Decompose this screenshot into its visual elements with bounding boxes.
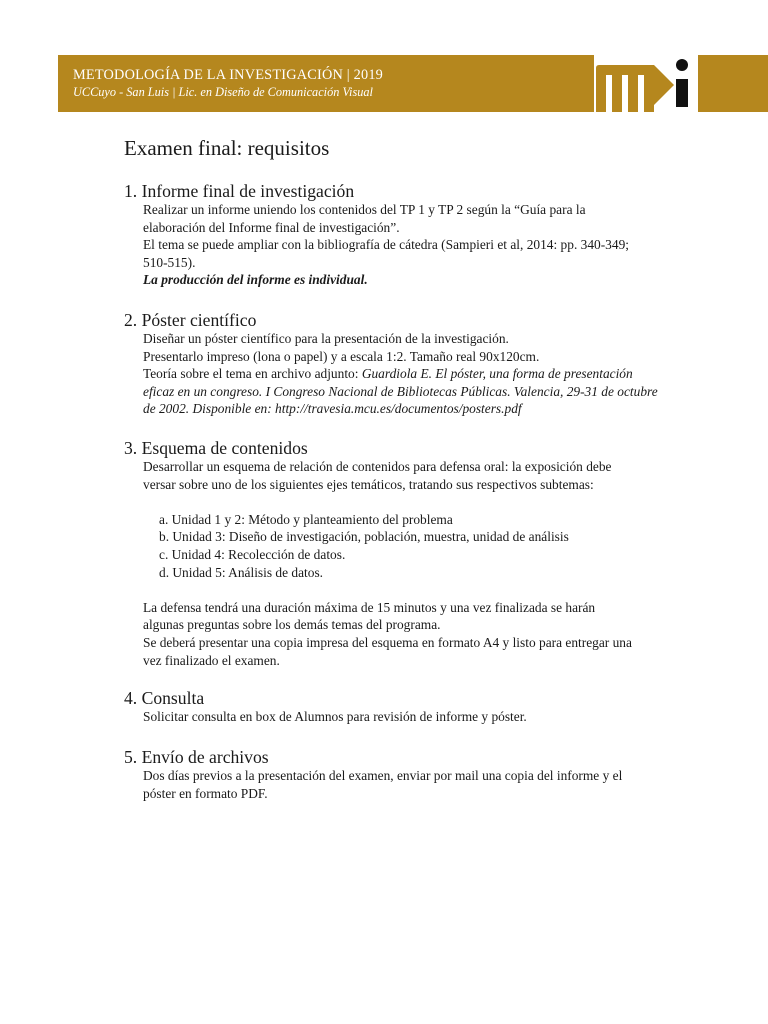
section-heading: 2. Póster científico	[124, 310, 257, 330]
body-line: versar sobre uno de los siguientes ejes temáticos, tratando sus respectivos subtemas:	[143, 476, 594, 492]
section-body	[143, 767, 724, 802]
body-line: Diseñar un póster científico para la presentación de la investigación.	[143, 331, 509, 346]
section-body	[143, 201, 724, 289]
section-heading: 3. Esquema de contenidos	[124, 438, 308, 458]
list-item: d. Unidad 5: Análisis de datos.	[159, 564, 324, 580]
list-item: c. Unidad 4: Recolección de datos.	[159, 546, 346, 562]
section-body	[143, 458, 724, 669]
body-line: póster en formato PDF.	[143, 785, 268, 801]
page-title: Examen final: requisitos	[124, 136, 330, 160]
body-line: Presentarlo impreso (lona o papel) y a escala 1:2. Tamaño real 90x120cm.	[143, 348, 540, 364]
section-consulta	[124, 689, 724, 726]
body-text: Teoría sobre el tema en archivo adjunto:	[143, 366, 362, 382]
body-line: 510-515).	[143, 254, 196, 270]
body-line-emphasis: La producción del informe es individual.	[143, 272, 368, 288]
body-line: La defensa tendrá una duración máxima de 15 minutos y una vez finalizada se harán	[143, 599, 596, 615]
list-item: b. Unidad 3: Diseño de investigación, población, muestra, unidad de análisis	[159, 529, 569, 545]
mi-logo	[594, 55, 698, 112]
section-envio	[124, 748, 724, 802]
body-line: vez finalizado el examen.	[143, 652, 280, 668]
body-line	[143, 365, 724, 383]
reference-text: Guardiola E. El póster, una forma de presentación	[361, 366, 633, 382]
section-poster	[124, 311, 724, 418]
body-line: elaboración del Informe final de investigación”.	[143, 219, 400, 235]
body-line: Dos días previos a la presentación del examen, enviar por mail una copia del informe y el	[143, 768, 623, 783]
list-item: a. Unidad 1 y 2: Método y planteamiento del problema	[159, 511, 453, 527]
body-line: Desarrollar un esquema de relación de contenidos para defensa oral: la exposición debe	[143, 459, 612, 474]
section-body	[143, 330, 724, 418]
section-body	[143, 708, 724, 726]
reference-line: eficaz en un congreso. I Congreso Nacional de Bibliotecas Públicas. Valencia, 29-31 de octubre	[143, 383, 658, 399]
body-line: Se deberá presentar una copia impresa del esquema en formato A4 y listo para entregar una	[143, 634, 632, 650]
body-line: Realizar un informe uniendo los contenidos del TP 1 y TP 2 según la “Guía para la	[143, 202, 586, 217]
course-subtitle: UCCuyo - San Luis | Lic. en Diseño de Comunicación Visual	[73, 85, 373, 99]
course-title: METODOLOGÍA DE LA INVESTIGACIÓN | 2019	[73, 67, 384, 83]
section-informe	[124, 182, 724, 289]
reference-line: de 2002. Disponible en: http://travesia.mcu.es/documentos/posters.pdf	[143, 401, 522, 417]
section-esquema	[124, 439, 724, 669]
section-heading: 1. Informe final de investigación	[124, 181, 355, 201]
section-heading: 4. Consulta	[124, 688, 205, 708]
topic-list	[159, 511, 724, 581]
body-line: El tema se puede ampliar con la bibliografía de cátedra (Sampieri et al, 2014: pp. 340-349;	[143, 237, 629, 253]
body-line: algunas preguntas sobre los demás temas del programa.	[143, 617, 441, 633]
section-heading: 5. Envío de archivos	[124, 747, 269, 767]
body-line: Solicitar consulta en box de Alumnos para revisión de informe y póster.	[143, 709, 527, 724]
